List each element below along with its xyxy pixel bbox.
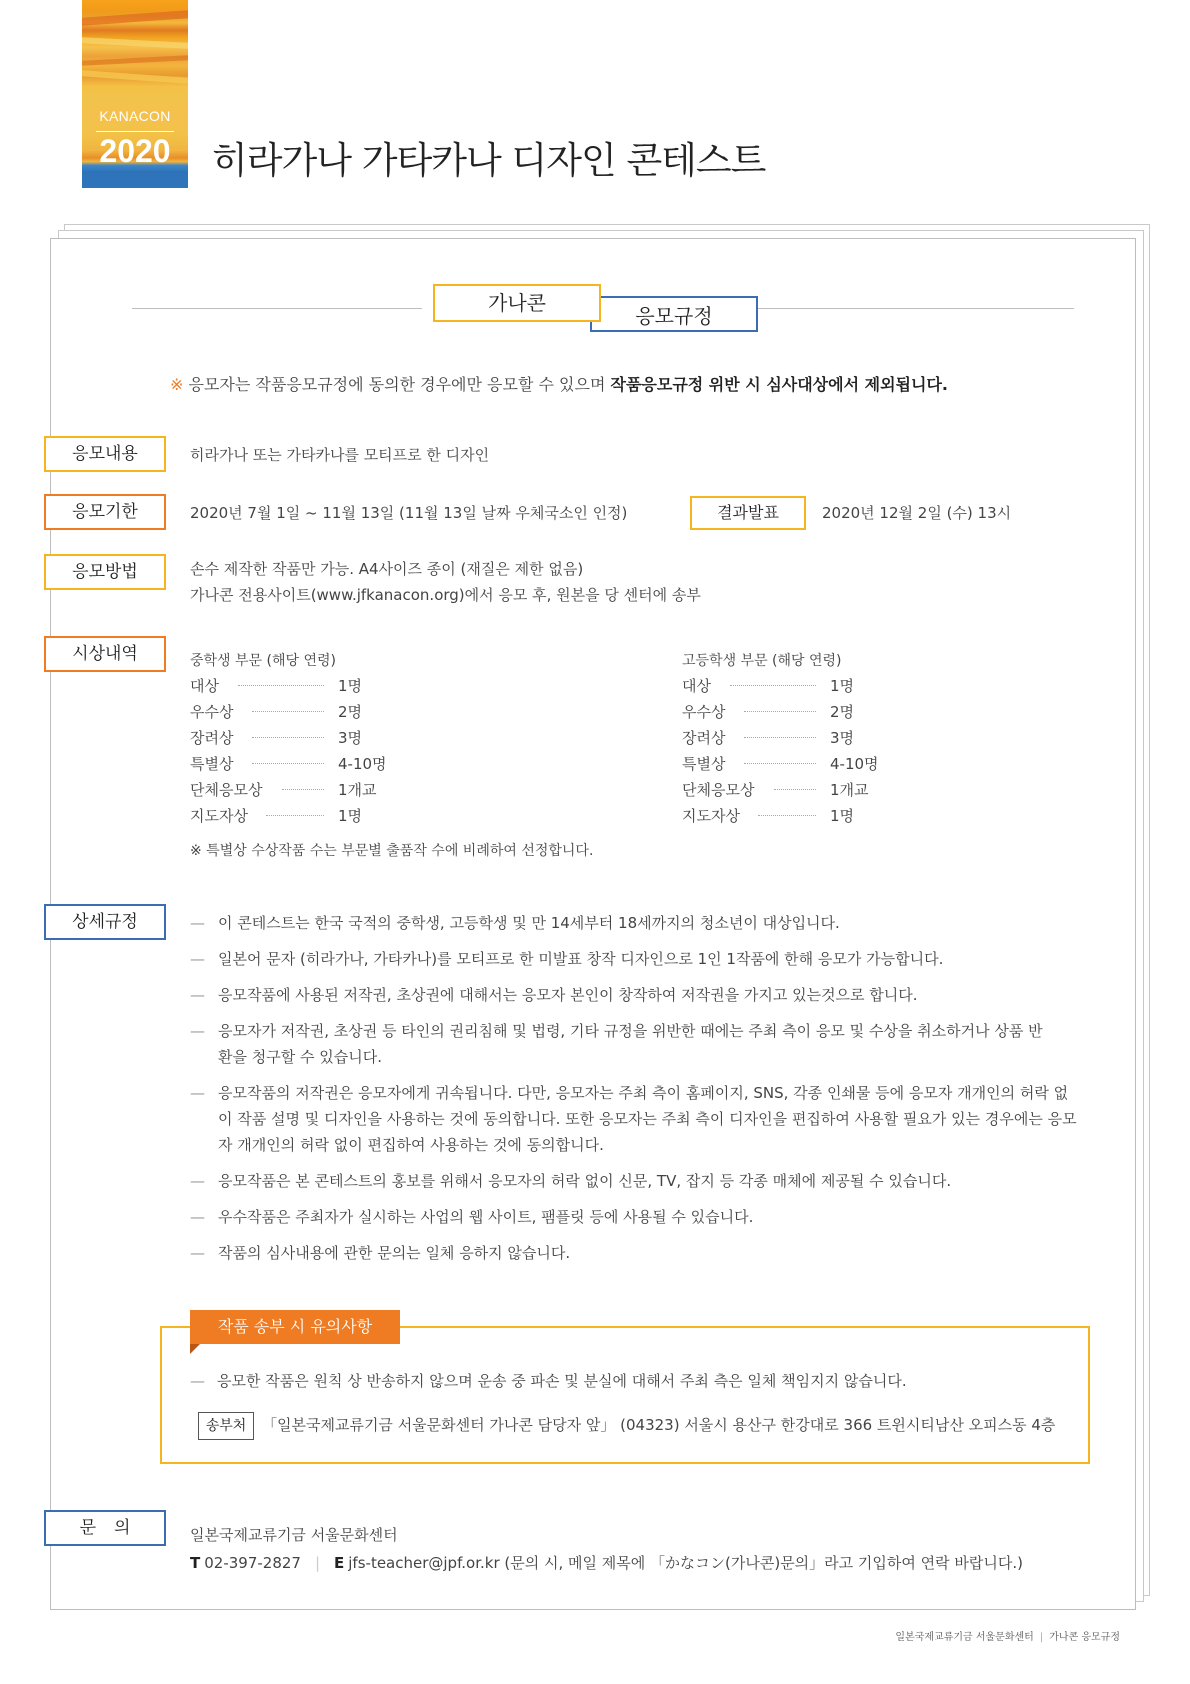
rule-text: 응모작품에 사용된 저작권, 초상권에 대해서는 응모자 본인이 창작하여 저작권을 가지고 있는것으로 합니다.	[218, 986, 918, 1004]
notice-mark: ※	[170, 375, 184, 394]
prize-value: 3명	[830, 729, 855, 747]
prize-row	[190, 805, 450, 831]
prize-name: 단체응모상	[190, 781, 263, 799]
prize-value: 4-10명	[338, 755, 387, 773]
dash-icon: —	[190, 1244, 205, 1262]
rule-text: 일본어 문자 (히라가나, 가타카나)를 모티프로 한 미발표 창작 디자인으로 1인 1작품에 한해 응모가 가능합니다.	[218, 950, 944, 968]
kanacon-logo	[82, 0, 188, 188]
label-period: 응모기한	[44, 494, 166, 530]
prize-name: 우수상	[190, 703, 234, 721]
prizes-note: ※ 특별상 수상작품 수는 부문별 출품작 수에 비례하여 선정합니다.	[190, 843, 594, 859]
prize-column-middle	[190, 650, 450, 831]
dash-icon: —	[190, 986, 205, 1004]
rule-text: 우수작품은 주최자가 실시하는 사업의 웹 사이트, 팸플릿 등에 사용될 수 있습니다.	[218, 1208, 754, 1226]
prize-column-high	[682, 650, 942, 831]
tel-key: T	[190, 1554, 201, 1572]
notice-bold: 작품응모규정 위반 시 심사대상에서 제외됩니다.	[610, 375, 948, 394]
prize-value: 1명	[338, 807, 363, 825]
heading-rule-right	[758, 308, 1074, 309]
separator: |	[314, 1554, 321, 1572]
footer-org: 일본국제교류기금 서울문화센터	[895, 1632, 1034, 1643]
dash-icon: —	[190, 1172, 205, 1190]
prize-row	[682, 805, 942, 831]
prize-name: 지도자상	[190, 807, 248, 825]
prize-row	[190, 727, 450, 753]
shipping-box	[160, 1326, 1090, 1464]
page-title: 히라가나 가타카나 디자인 콘테스트	[212, 139, 766, 182]
label-result: 결과발표	[690, 496, 806, 530]
shipping-line	[190, 1370, 907, 1391]
content-text: 히라가나 또는 가타카나를 모티프로 한 디자인	[190, 446, 490, 464]
dash-icon: —	[190, 1208, 205, 1226]
logo-brand: KANACON	[99, 108, 171, 124]
prize-value: 1개교	[338, 781, 377, 799]
prize-value: 1개교	[830, 781, 869, 799]
result-text: 2020년 12월 2일 (수) 13시	[822, 504, 1012, 522]
email-key: E	[334, 1554, 345, 1572]
prize-name: 대상	[190, 677, 219, 695]
period-text: 2020년 7월 1일 ~ 11월 13일 (11월 13일 날짜 우체국소인 인정)	[190, 504, 628, 522]
footer-separator: |	[1039, 1632, 1044, 1643]
tel-number: 02-397-2827	[204, 1554, 301, 1572]
prize-value: 1명	[830, 677, 855, 695]
prize-row	[682, 675, 942, 701]
notice-text	[170, 372, 948, 395]
prize-name: 특별상	[682, 755, 726, 773]
notice-body: 응모자는 작품응모규정에 동의한 경우에만 응모할 수 있으며	[183, 375, 611, 394]
rule-text: 응모자가 저작권, 초상권 등 타인의 권리침해 및 법령, 기타 규정을 위반한 때에는 주최 측이 응모 및 수상을 취소하거나 상품 반환을 청구할 수 있습니다.	[218, 1022, 1043, 1066]
label-content: 응모내용	[44, 436, 166, 472]
rule-text: 응모작품의 저작권은 응모자에게 귀속됩니다. 다만, 응모자는 주최 측이 홈페이지, SNS, 각종 인쇄물 등에 응모자 개개인의 허락 없이 작품 설명 및 디자인을 사용하는 것에 동의합니다. 또한 응모자는 주최 측이 디자인을 편집하여 사용할 필요가 있는 경우에는 응모자 개개인의 허락 없이 편집하여 사용하는 것에 동의합니다.	[218, 1084, 1077, 1154]
contact-line	[190, 1552, 1023, 1573]
footer-doc: 가나콘 응모규정	[1049, 1632, 1120, 1643]
email-address[interactable]: jfs-teacher@jpf.or.kr	[348, 1554, 500, 1572]
label-prizes: 시상내역	[44, 636, 166, 672]
method-line-1: 손수 제작한 작품만 가능. A4사이즈 종이 (재질은 제한 없음)	[190, 560, 584, 578]
prize-row	[682, 701, 942, 727]
heading-badge-rules: 응모규정	[590, 296, 758, 332]
prize-value: 3명	[338, 729, 363, 747]
prize-row	[682, 753, 942, 779]
prize-name: 대상	[682, 677, 711, 695]
rule-text: 이 콘테스트는 한국 국적의 중학생, 고등학생 및 만 14세부터 18세까지의 청소년이 대상입니다.	[218, 914, 840, 932]
prize-row	[190, 701, 450, 727]
prize-title-middle: 중학생 부문 (해당 연령)	[190, 653, 336, 669]
logo-year: 2020	[99, 133, 171, 169]
dash-icon: —	[190, 950, 205, 968]
prize-row	[190, 779, 450, 805]
prize-value: 1명	[830, 807, 855, 825]
prize-value: 4-10명	[830, 755, 879, 773]
rule-text: 작품의 심사내용에 관한 문의는 일체 응하지 않습니다.	[218, 1244, 571, 1262]
address-text: 「일본국제교류기금 서울문화센터 가나콘 담당자 앞」 (04323) 서울시 용산구 한강대로 366 트윈시티남산 오피스동 4층	[262, 1416, 1056, 1434]
label-contact: 문의	[44, 1510, 166, 1546]
heading-rule-left	[132, 308, 422, 309]
method-line-2: 가나콘 전용사이트(www.jfkanacon.org)에서 응모 후, 원본을 당 센터에 송부	[190, 586, 701, 604]
rule-text: 응모작품은 본 콘테스트의 홍보를 위해서 응모자의 허락 없이 신문, TV, 잡지 등 각종 매체에 제공될 수 있습니다.	[218, 1172, 952, 1190]
prize-row	[190, 675, 450, 701]
prize-row	[190, 753, 450, 779]
prize-name: 지도자상	[682, 807, 740, 825]
prize-name: 특별상	[190, 755, 234, 773]
dash-icon: —	[190, 1084, 205, 1102]
contact-org: 일본국제교류기금 서울문화센터	[190, 1526, 398, 1544]
prize-name: 우수상	[682, 703, 726, 721]
prize-value: 1명	[338, 677, 363, 695]
label-method: 응모방법	[44, 554, 166, 590]
footer	[895, 1628, 1120, 1643]
dash-icon: —	[190, 1372, 205, 1390]
prize-row	[682, 727, 942, 753]
prize-title-high: 고등학생 부문 (해당 연령)	[682, 653, 842, 669]
email-note: (문의 시, 메일 제목에 「かなコン(가나콘)문의」라고 기입하여 연락 바랍니다.)	[499, 1554, 1023, 1572]
dash-icon: —	[190, 914, 205, 932]
dash-icon: —	[190, 1022, 205, 1040]
prize-value: 2명	[830, 703, 855, 721]
prize-name: 단체응모상	[682, 781, 755, 799]
address-label: 송부처	[198, 1412, 254, 1440]
prize-value: 2명	[338, 703, 363, 721]
shipping-tab: 작품 송부 시 유의사항	[190, 1310, 400, 1344]
label-rules: 상세규정	[44, 904, 166, 940]
shipping-tab-fold	[190, 1344, 200, 1354]
prize-name: 장려상	[682, 729, 726, 747]
shipping-text: 응모한 작품은 원칙 상 반송하지 않으며 운송 중 파손 및 분실에 대해서 주최 측은 일체 책임지지 않습니다.	[217, 1372, 907, 1390]
prize-row	[682, 779, 942, 805]
prize-name: 장려상	[190, 729, 234, 747]
heading-badge-kanacon: 가나콘	[433, 284, 601, 322]
